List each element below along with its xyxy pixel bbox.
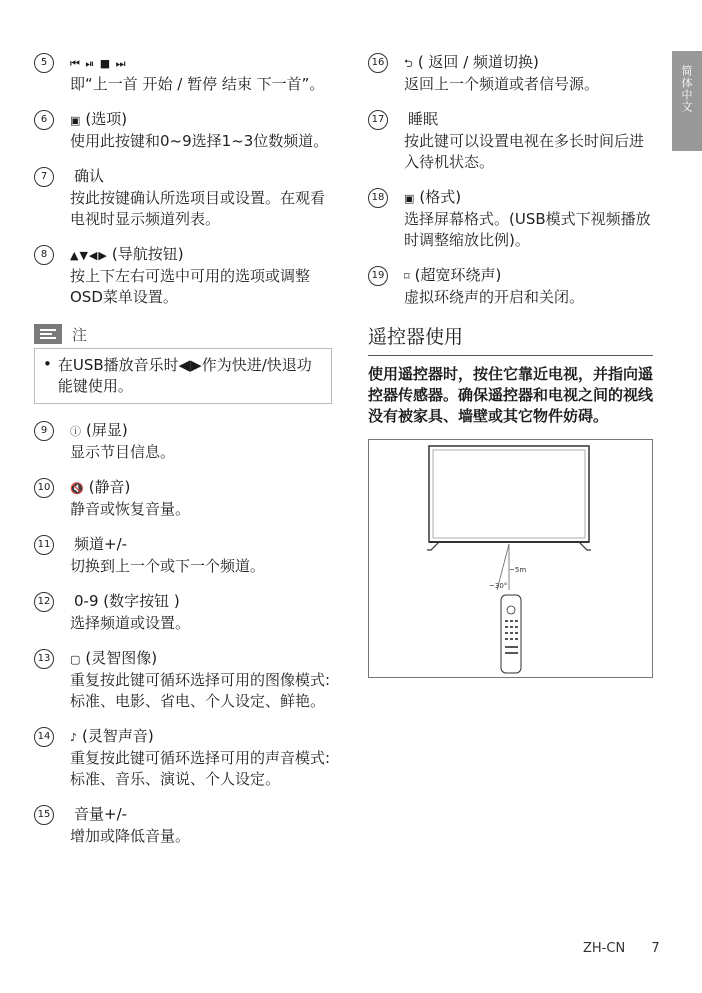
list-item xyxy=(34,244,332,308)
item-title-text: (选项) xyxy=(85,110,128,128)
item-title-text: 音量+/- xyxy=(74,805,128,823)
item-number: 10 xyxy=(34,478,54,498)
item-number: 13 xyxy=(34,649,54,669)
language-tab xyxy=(672,51,702,151)
footer-language: ZH-CN xyxy=(583,941,626,956)
item-description: 按此键可以设置电视在多长时间后进入待机状态。 xyxy=(404,132,645,171)
button-icon: ▣ xyxy=(404,192,416,205)
language-tab-label: 简体中文 xyxy=(680,65,693,113)
list-item xyxy=(34,648,332,712)
item-description: 重复按此键可循环选择可用的图像模式: 标准、电影、省电、个人设定、鲜艳。 xyxy=(70,671,331,710)
list-item xyxy=(34,477,332,520)
button-icon: ⮌ xyxy=(404,57,414,70)
item-description: 切换到上一个或下一个频道。 xyxy=(70,557,266,575)
item-title xyxy=(70,477,332,499)
item-title-text: (静音) xyxy=(88,478,131,496)
button-icon: ▣ xyxy=(70,114,82,127)
item-description: 选择频道或设置。 xyxy=(70,614,191,632)
item-number: 15 xyxy=(34,805,54,825)
item-description: 重复按此键可循环选择可用的声音模式: 标准、音乐、演说、个人设定。 xyxy=(70,749,331,788)
item-title xyxy=(404,109,653,131)
item-number: 19 xyxy=(368,266,388,286)
button-icon: ⓘ xyxy=(70,425,82,438)
item-body xyxy=(404,187,653,251)
section-title: 遥控器使用 xyxy=(368,322,653,356)
item-body xyxy=(70,477,332,520)
item-title-text: ( 返回 / 频道切换) xyxy=(417,53,539,71)
item-title-text: (格式) xyxy=(419,188,462,206)
item-title xyxy=(70,804,332,826)
list-item xyxy=(34,52,332,95)
item-number: 9 xyxy=(34,421,54,441)
item-title-text: (灵智图像) xyxy=(85,649,158,667)
item-title-text: 0-9 (数字按钮 ) xyxy=(74,592,180,610)
item-title-text: 频道+/- xyxy=(74,535,128,553)
button-icon: 🔇 xyxy=(70,482,85,495)
item-description: 按上下左右可选中可用的选项或调整OSD菜单设置。 xyxy=(70,267,311,306)
list-item xyxy=(34,804,332,847)
list-item xyxy=(34,726,332,790)
item-title-text: (超宽环绕声) xyxy=(414,266,502,284)
item-body xyxy=(404,52,653,95)
item-description: 按此按键确认所选项目或设置。在观看电视时显示频道列表。 xyxy=(70,189,326,228)
list-item xyxy=(368,265,653,308)
item-title xyxy=(404,265,653,287)
item-body xyxy=(404,265,653,308)
item-title xyxy=(70,109,332,131)
button-icon: ♪ xyxy=(70,731,79,744)
item-title xyxy=(404,187,653,209)
item-body xyxy=(70,244,332,308)
item-title-text: 睡眠 xyxy=(408,110,439,128)
note-bullet: • xyxy=(43,355,52,373)
item-number: 8 xyxy=(34,245,54,265)
item-description: 返回上一个频道或者信号源。 xyxy=(404,75,600,93)
item-title-text: 确认 xyxy=(74,167,105,185)
item-body xyxy=(70,648,332,712)
distance-label: ~5m xyxy=(509,566,527,574)
item-title xyxy=(70,420,332,442)
remote-usage-figure xyxy=(368,439,653,678)
item-body xyxy=(70,420,332,463)
list-item xyxy=(34,109,332,152)
page-number: 7 xyxy=(651,941,660,956)
item-number: 7 xyxy=(34,167,54,187)
button-icon: ⏮ ⏯ ■ ⏭ xyxy=(70,57,127,70)
item-title xyxy=(70,726,332,748)
list-item xyxy=(368,109,653,173)
note-icon xyxy=(34,324,62,344)
item-title-text: (导航按钮) xyxy=(111,245,184,263)
button-icon: ▢ xyxy=(70,653,82,666)
item-number: 18 xyxy=(368,188,388,208)
item-body xyxy=(70,109,332,152)
item-body xyxy=(70,52,332,95)
list-item xyxy=(34,591,332,634)
list-item xyxy=(34,166,332,230)
note-box xyxy=(34,348,332,404)
item-description: 静音或恢复音量。 xyxy=(70,500,191,518)
item-description: 选择屏幕格式。(USB模式下视频播放时调整缩放比例)。 xyxy=(404,210,651,249)
item-description: 显示节目信息。 xyxy=(70,443,176,461)
item-title-text: (灵智声音) xyxy=(82,727,154,745)
item-description: 增加或降低音量。 xyxy=(70,827,191,845)
item-body xyxy=(404,109,653,173)
item-number: 12 xyxy=(34,592,54,612)
section-paragraph: 使用遥控器时，按住它靠近电视，并指向遥控器传感器。确保遥控器和电视之间的视线没有被家具、墙壁或其它物件妨碍。 xyxy=(368,365,654,425)
list-item xyxy=(368,52,653,95)
item-number: 14 xyxy=(34,727,54,747)
item-title xyxy=(70,591,332,613)
item-number: 11 xyxy=(34,535,54,555)
list-item xyxy=(34,534,332,577)
item-body xyxy=(70,591,332,634)
item-description: 即“上一首 开始 / 暂停 结束 下一首”。 xyxy=(70,75,325,93)
button-icon: ⌑ xyxy=(404,270,411,283)
tv-remote-illustration xyxy=(369,440,652,677)
item-title xyxy=(70,534,332,556)
item-number: 5 xyxy=(34,53,54,73)
item-description: 使用此按键和0~9选择1~3位数频道。 xyxy=(70,132,329,150)
item-description: 虚拟环绕声的开启和关闭。 xyxy=(404,288,585,306)
item-body xyxy=(70,534,332,577)
item-number: 16 xyxy=(368,53,388,73)
list-item xyxy=(368,187,653,251)
list-item xyxy=(34,420,332,463)
page-footer xyxy=(583,941,682,956)
item-number: 17 xyxy=(368,110,388,130)
right-column xyxy=(368,52,653,678)
item-title xyxy=(70,244,332,266)
item-body xyxy=(70,726,332,790)
item-title xyxy=(70,52,332,74)
note xyxy=(34,322,332,404)
button-icon: ▲▼◀▶ xyxy=(70,249,108,262)
item-title xyxy=(70,648,332,670)
note-label: 注 xyxy=(72,325,88,344)
item-body xyxy=(70,166,332,230)
item-number: 6 xyxy=(34,110,54,130)
item-title xyxy=(404,52,653,74)
item-body xyxy=(70,804,332,847)
item-title xyxy=(70,166,332,188)
note-text: 在USB播放音乐时◀▶作为快进/快退功能键使用。 xyxy=(57,356,312,395)
left-column xyxy=(34,52,332,861)
angle-label: ~30° xyxy=(489,582,508,590)
item-title-text: (屏显) xyxy=(86,421,128,439)
